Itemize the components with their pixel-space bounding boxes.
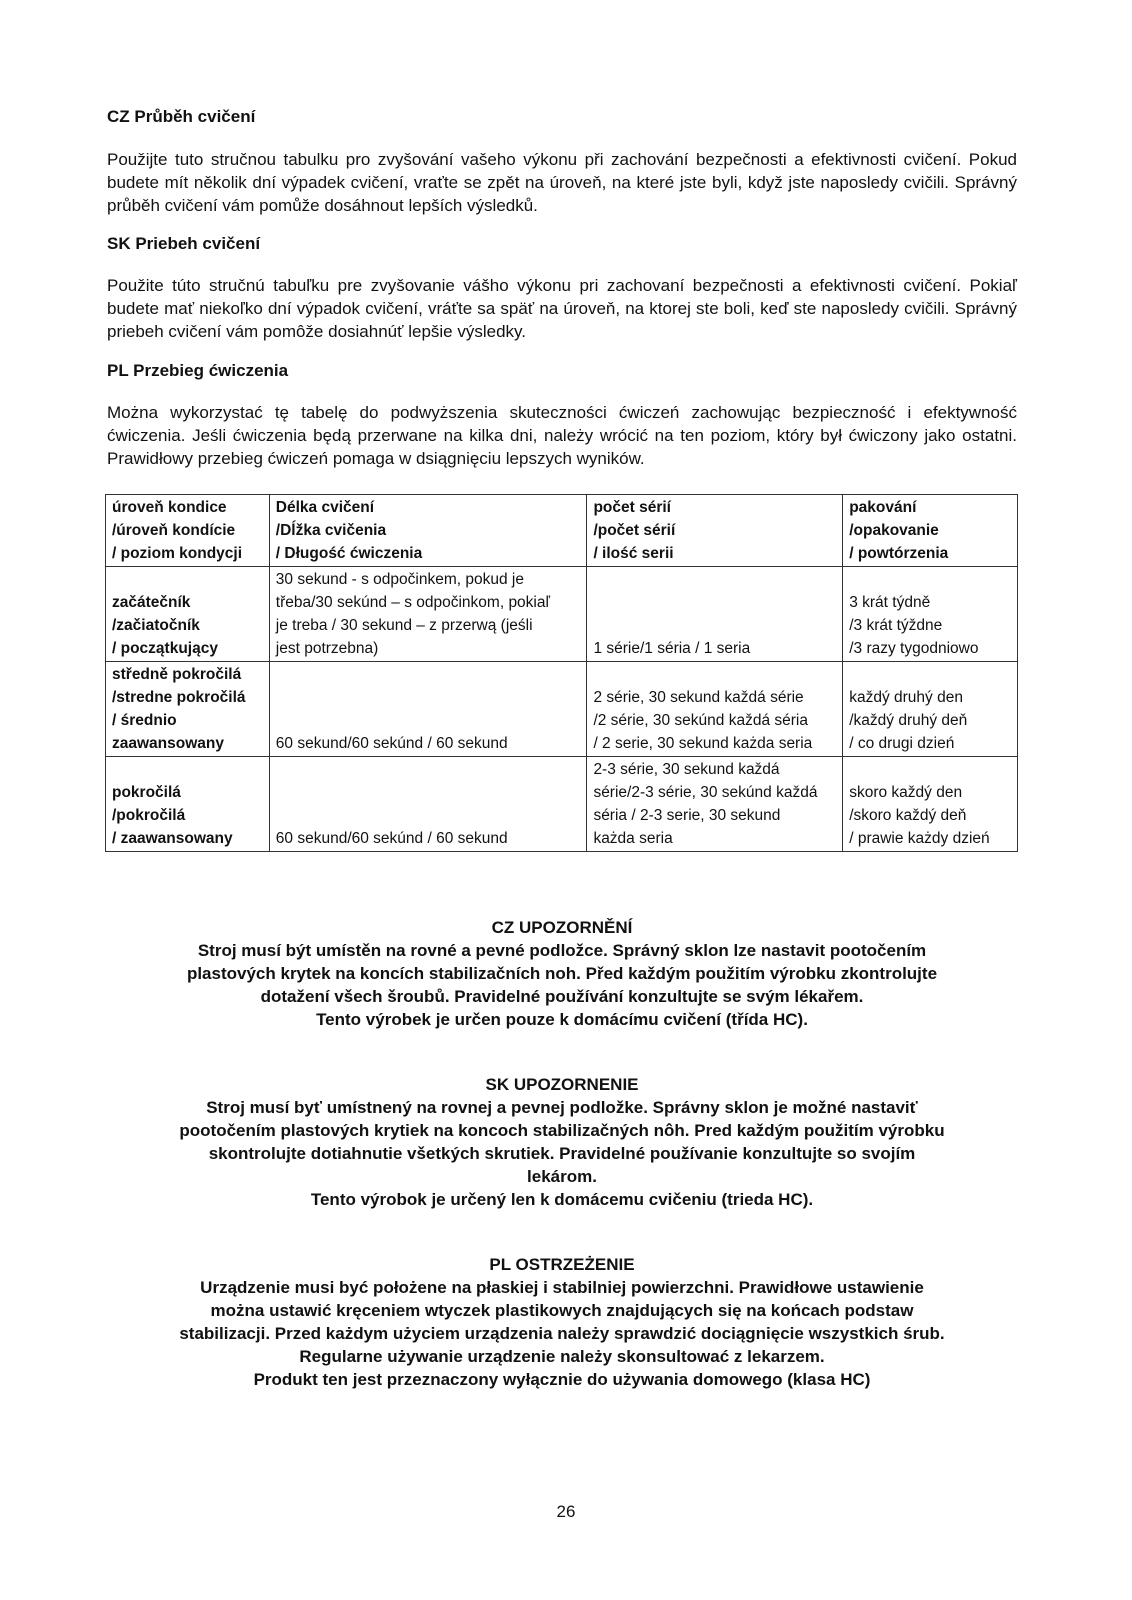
cell-repetition: každý druhý den /každý druhý deň / co drugi dzień bbox=[843, 662, 1018, 757]
warning-line: Produkt ten jest przeznaczony wyłącznie do używania domowego (klasa HC) bbox=[253, 1370, 871, 1389]
cell-level: začátečník /začiatočník / początkujący bbox=[106, 567, 270, 662]
cell-sets: 2-3 série, 30 sekund každá série/2-3 série, 30 sekúnd každá séria / 2-3 serie, 30 sekund każda seria bbox=[587, 757, 843, 852]
warning-line: Tento výrobek je určen pouze k domácímu cvičení (třída HC). bbox=[316, 1010, 808, 1029]
cell-sets: 1 série/1 séria / 1 seria bbox=[587, 567, 843, 662]
cell-repetition: skoro každý den /skoro každý deň / prawie każdy dzień bbox=[843, 757, 1018, 852]
warning-line: Stroj musí být umístěn na rovné a pevné podložce. Správný sklon lze nastavit pootočením bbox=[197, 941, 927, 960]
table-row bbox=[106, 567, 1018, 662]
warning-line: skontrolujte dotiahnutie všetkých skrutiek. Pravidelné používanie konzultujte so svojím bbox=[208, 1144, 916, 1163]
cell-level: středně pokročilá /stredne pokročilá / średnio zaawansowany bbox=[106, 662, 270, 757]
warning-line: lekárom. bbox=[527, 1167, 597, 1186]
header-duration: Délka cvičení /Dĺžka cvičenia / Długość ćwiczenia bbox=[269, 495, 587, 567]
header-level: úroveň kondice /úroveň kondície / poziom kondycji bbox=[106, 495, 270, 567]
section-heading-pl: PL Przebieg ćwiczenia bbox=[107, 361, 289, 380]
warning-block-pl bbox=[107, 1253, 1017, 1391]
page-number: 26 bbox=[556, 1502, 576, 1521]
section-paragraph-sk: Použite túto stručnú tabuľku pre zvyšovanie vášho výkonu pri zachovaní bezpečnosti a efektivnosti cvičení. Pokiaľ budete mať niekoľko dní výpadok cvičení, vráťte sa späť na úroveň, na ktorej ste boli, keď ste naposledy cvičili. Správný priebeh cvičení vám pomôže dosiahnúť lepšie výsledky. bbox=[107, 276, 1017, 341]
warning-line: stabilizacji. Przed każdym użyciem urządzenia należy sprawdzić dociągnięcie wszystkich śrub. bbox=[179, 1324, 945, 1343]
section-paragraph-pl: Można wykorzystać tę tabelę do podwyższenia skuteczności ćwiczeń zachowując bezpieczność i efektywność ćwiczenia. Jeśli ćwiczenia będą przerwane na kilka dni, należy wrócić na ten poziom, który był ćwiczony jako ostatni. Prawidłowy przebieg ćwiczeń pomaga w dsiągnięciu lepszych wyników. bbox=[107, 403, 1017, 468]
table-row bbox=[106, 662, 1018, 757]
table-row bbox=[106, 757, 1018, 852]
warning-line: Urządzenie musi być położene na płaskiej i stabilniej powierzchni. Prawidłowe ustawienie bbox=[200, 1278, 924, 1297]
warning-line: Regularne używanie urządzenie należy skonsultować z lekarzem. bbox=[299, 1347, 825, 1366]
cell-duration: 60 sekund/60 sekúnd / 60 sekund bbox=[269, 662, 587, 757]
header-sets: počet sérií /počet sérií / ilość serii bbox=[587, 495, 843, 567]
warning-line: Tento výrobok je určený len k domácemu cvičeniu (trieda HC). bbox=[310, 1190, 814, 1209]
cell-duration: 60 sekund/60 sekúnd / 60 sekund bbox=[269, 757, 587, 852]
warning-title: PL OSTRZEŻENIE bbox=[489, 1255, 635, 1274]
warning-block-sk bbox=[107, 1073, 1017, 1211]
cell-level: pokročilá /pokročilá / zaawansowany bbox=[106, 757, 270, 852]
section-paragraph-cz: Použijte tuto stručnou tabulku pro zvyšování vašeho výkonu při zachování bezpečnosti a efektivnosti cvičení. Pokud budete mít několik dní výpadek cvičení, vraťte se zpět na úroveň, na které jste byli, když jste naposledy cvičili. Správný průběh cvičení vám pomůže dosáhnout lepších výsledků. bbox=[107, 150, 1017, 215]
progression-table bbox=[105, 494, 1018, 852]
section-heading-cz: CZ Průběh cvičení bbox=[107, 107, 256, 126]
cell-sets: 2 série, 30 sekund každá série /2 série, 30 sekúnd každá séria / 2 serie, 30 sekund każda seria bbox=[587, 662, 843, 757]
warning-line: plastových krytek na koncích stabilizačních noh. Před každým použitím výrobku zkontrolujte bbox=[186, 964, 938, 983]
header-repetition: pakování /opakovanie / powtórzenia bbox=[843, 495, 1018, 567]
warning-line: dotažení všech šroubů. Pravidelné používání konzultujte se svým lékařem. bbox=[260, 987, 864, 1006]
warning-block-cz bbox=[107, 916, 1017, 1031]
table-header-row bbox=[106, 495, 1018, 567]
cell-duration: 30 sekund - s odpočinkem, pokud je třeba/30 sekúnd – s odpočinkom, pokiaľ je treba / 30 sekund – z przerwą (jeśli jest potrzebna) bbox=[269, 567, 587, 662]
warning-line: można ustawić kręceniem wtyczek plastikowych znajdujących się na końcach podstaw bbox=[210, 1301, 914, 1320]
warning-line: Stroj musí byť umístnený na rovnej a pevnej podložke. Správny sklon je možné nastaviť bbox=[206, 1098, 918, 1117]
cell-repetition: 3 krát týdně /3 krát týždne /3 razy tygodniowo bbox=[843, 567, 1018, 662]
section-heading-sk: SK Priebeh cvičení bbox=[107, 234, 261, 253]
warning-line: pootočením plastových krytiek na koncoch stabilizačných nôh. Pred každým použitím výrobku bbox=[179, 1121, 945, 1140]
warning-title: SK UPOZORNENIE bbox=[485, 1075, 639, 1094]
warning-title: CZ UPOZORNĚNÍ bbox=[491, 918, 633, 937]
